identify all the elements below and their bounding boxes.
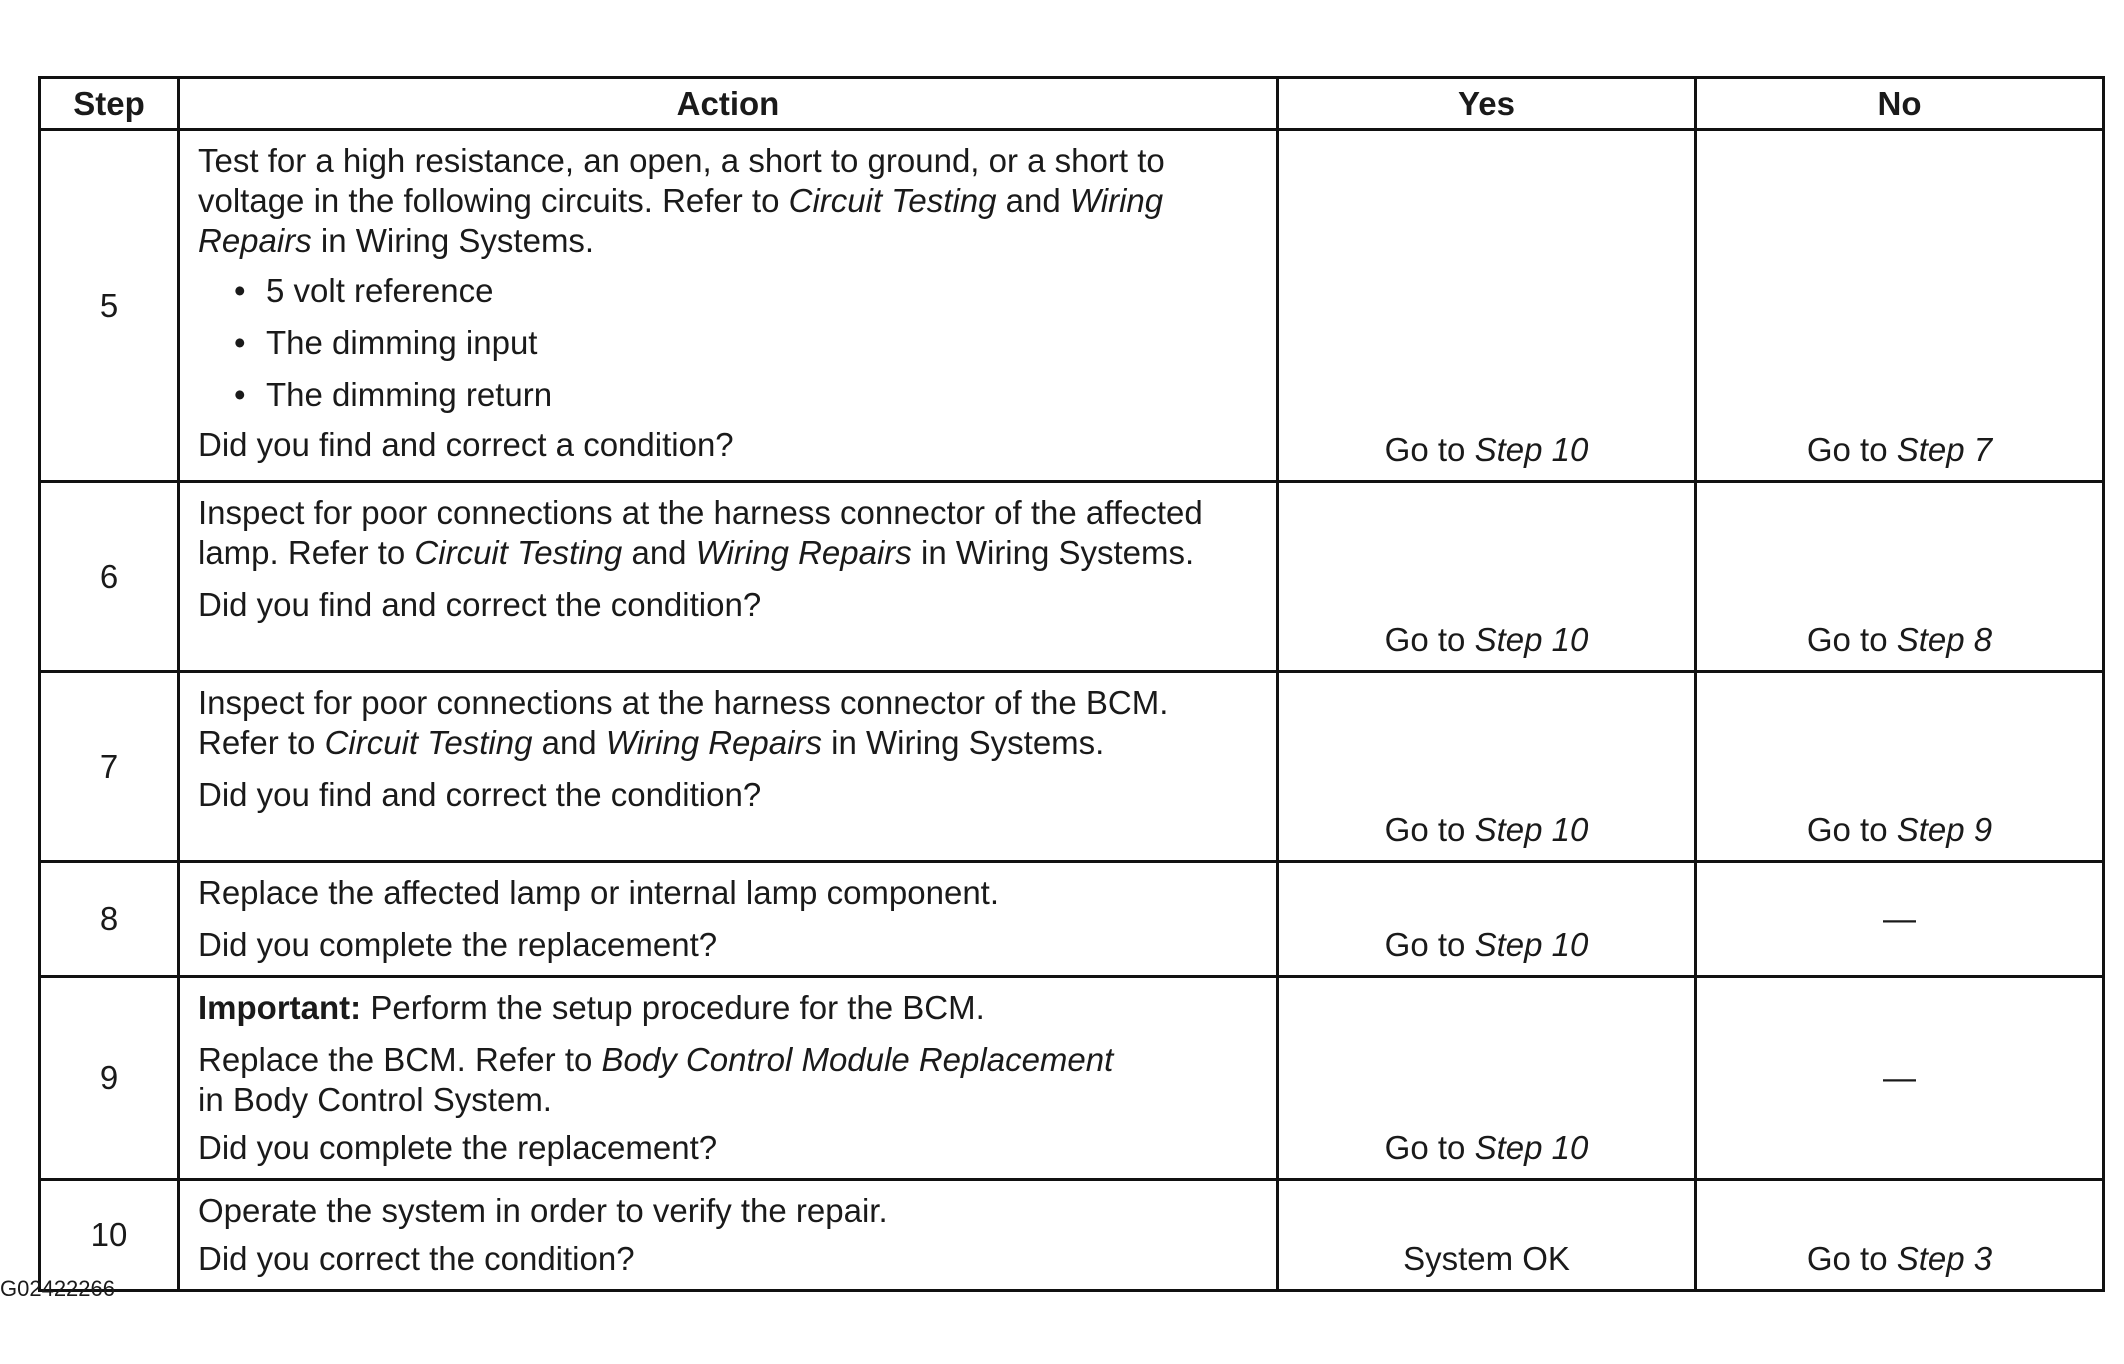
header-row	[40, 78, 2104, 130]
yes-result: Go to Step 10	[1278, 977, 1696, 1180]
step-link[interactable]: Step 9	[1896, 811, 1993, 848]
header-no: No	[1696, 78, 2104, 130]
action-instruction: Operate the system in order to verify the repair.	[198, 1192, 888, 1229]
circuit-list	[198, 265, 1258, 421]
action-question: Did you complete the replacement?	[198, 1129, 718, 1166]
list-item: • 5 volt reference	[234, 265, 1258, 317]
step-link[interactable]: Step 10	[1474, 926, 1589, 963]
step-link[interactable]: Step 10	[1474, 431, 1589, 468]
yes-result: Go to Step 10	[1278, 862, 1696, 977]
list-item: • The dimming input	[234, 317, 1258, 369]
yes-result: Go to Step 10	[1278, 672, 1696, 862]
no-result: —	[1696, 977, 2104, 1180]
no-result: Go to Step 7	[1696, 130, 2104, 482]
header-action: Action	[179, 78, 1278, 130]
list-item: • The dimming return	[234, 369, 1258, 421]
action-question: Did you correct the condition?	[198, 1240, 635, 1277]
action-cell	[179, 672, 1278, 862]
reference-link[interactable]: Circuit Testing	[324, 724, 533, 761]
table-row	[40, 482, 2104, 672]
yes-result: Go to Step 10	[1278, 482, 1696, 672]
action-instruction: Inspect for poor connections at the harness connector of the affected lamp. Refer to Circuit Testing and Wiring Repairs in Wiring Systems.	[198, 494, 1203, 571]
no-result: Go to Step 3	[1696, 1180, 2104, 1291]
action-cell	[179, 977, 1278, 1180]
step-number: 9	[40, 977, 179, 1180]
step-number: 7	[40, 672, 179, 862]
action-question: Did you find and correct the condition?	[198, 586, 762, 623]
step-link[interactable]: Step 10	[1474, 811, 1589, 848]
step-link[interactable]: Step 10	[1474, 621, 1589, 658]
header-yes: Yes	[1278, 78, 1696, 130]
yes-result: Go to Step 10	[1278, 130, 1696, 482]
step-number: 8	[40, 862, 179, 977]
action-question: Did you find and correct the condition?	[198, 776, 762, 813]
yes-result: System OK	[1278, 1180, 1696, 1291]
action-instruction: Replace the affected lamp or internal lamp component.	[198, 874, 1000, 911]
step-number: 6	[40, 482, 179, 672]
diagnostic-table	[38, 76, 2105, 1292]
important-label: Important:	[198, 989, 362, 1026]
reference-link[interactable]: Wiring Repairs	[198, 182, 1164, 259]
step-link[interactable]: Step 10	[1474, 1129, 1589, 1166]
action-question: Did you find and correct a condition?	[198, 426, 734, 463]
figure-id: G02422266	[0, 1276, 115, 1301]
action-cell	[179, 1180, 1278, 1291]
table-row	[40, 672, 2104, 862]
step-link[interactable]: Step 7	[1896, 431, 1993, 468]
action-instruction: Inspect for poor connections at the harness connector of the BCM. Refer to Circuit Testing and Wiring Repairs in Wiring Systems.	[198, 684, 1169, 761]
reference-link[interactable]: Circuit Testing	[414, 534, 623, 571]
step-link[interactable]: Step 3	[1896, 1240, 1993, 1277]
reference-link[interactable]: Wiring Repairs	[605, 724, 822, 761]
action-instruction: Test for a high resistance, an open, a short to ground, or a short to voltage in the following circuits. Refer to Circuit Testing and Wiring Repairs in Wiring Systems.	[198, 142, 1165, 259]
reference-link[interactable]: Circuit Testing	[788, 182, 997, 219]
table-row	[40, 977, 2104, 1180]
step-number: 5	[40, 130, 179, 482]
action-cell	[179, 862, 1278, 977]
important-note: Important: Perform the setup procedure for the BCM.	[198, 989, 985, 1026]
reference-link[interactable]: Wiring Repairs	[695, 534, 912, 571]
action-cell	[179, 482, 1278, 672]
action-question: Did you complete the replacement?	[198, 926, 718, 963]
reference-link[interactable]: Body Control Module Replacement	[601, 1041, 1114, 1078]
table-row	[40, 130, 2104, 482]
table-row	[40, 862, 2104, 977]
table-row	[40, 1180, 2104, 1291]
step-link[interactable]: Step 8	[1896, 621, 1993, 658]
action-instruction: Replace the BCM. Refer to Body Control Module Replacement in Body Control System.	[198, 1041, 1114, 1118]
no-result: Go to Step 8	[1696, 482, 2104, 672]
step-number: 10	[40, 1180, 179, 1291]
action-cell	[179, 130, 1278, 482]
header-step: Step	[40, 78, 179, 130]
no-result: —	[1696, 862, 2104, 977]
no-result: Go to Step 9	[1696, 672, 2104, 862]
